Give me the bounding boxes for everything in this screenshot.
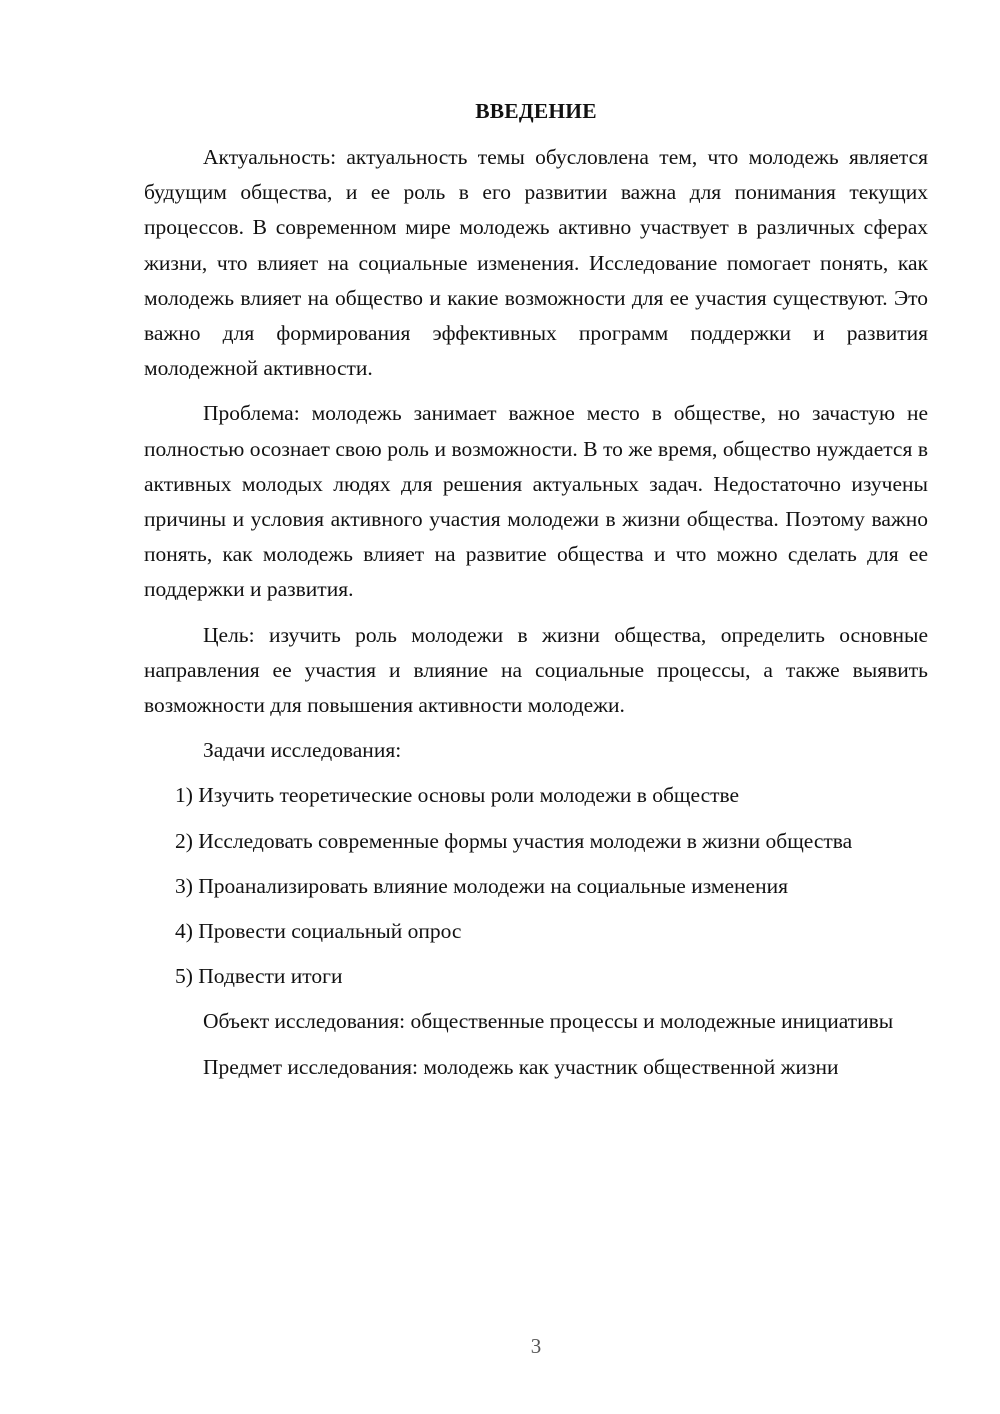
problem-paragraph: Проблема: молодежь занимает важное место в обществе, но зачастую не полностью осознает свою роль и возможности. В то же время, общество нуждается в активных молодых людях для решения актуальных задач. Недостаточно изучены причины и условия активного участия молодежи в жизни общества. Поэтому важно понять, как молодежь влияет на развитие общества и что можно сделать для ее поддержки и развития.: [144, 401, 928, 602]
relevance-paragraph: Актуальность: актуальность темы обусловлена тем, что молодежь является будущим общества, и ее роль в его развитии важна для понимания текущих процессов. В современном мире молодежь активно участвует в различных сферах жизни, что влияет на социальные изменения. Исследование помогает понять, как молодежь влияет на общество и какие возможности для ее участия существуют. Это важно для формирования эффективных программ поддержки и развития молодежной активности.: [144, 145, 928, 381]
task-item-3: 3) Проанализировать влияние молодежи на социальные изменения: [175, 873, 788, 898]
task-item-5: 5) Подвести итоги: [175, 964, 343, 989]
research-object-paragraph: Объект исследования: общественные процессы и молодежные инициативы: [203, 1009, 894, 1034]
research-subject-paragraph: Предмет исследования: молодежь как участник общественной жизни: [203, 1054, 839, 1079]
task-item-1: 1) Изучить теоретические основы роли молодежи в обществе: [175, 783, 740, 808]
page-number: 3: [530, 1334, 542, 1358]
page-title: ВВЕДЕНИЕ: [475, 99, 597, 123]
task-item-4: 4) Провести социальный опрос: [175, 919, 462, 944]
tasks-list: [144, 778, 928, 994]
task-item-2: 2) Исследовать современные формы участия молодежи в жизни общества: [175, 828, 853, 853]
tasks-heading: Задачи исследования:: [203, 738, 402, 763]
page-content: [144, 96, 928, 1095]
goal-paragraph: Цель: изучить роль молодежи в жизни общества, определить основные направления ее участия и влияние на социальные процессы, а также выявить возможности для повышения активности молодежи.: [144, 622, 928, 718]
